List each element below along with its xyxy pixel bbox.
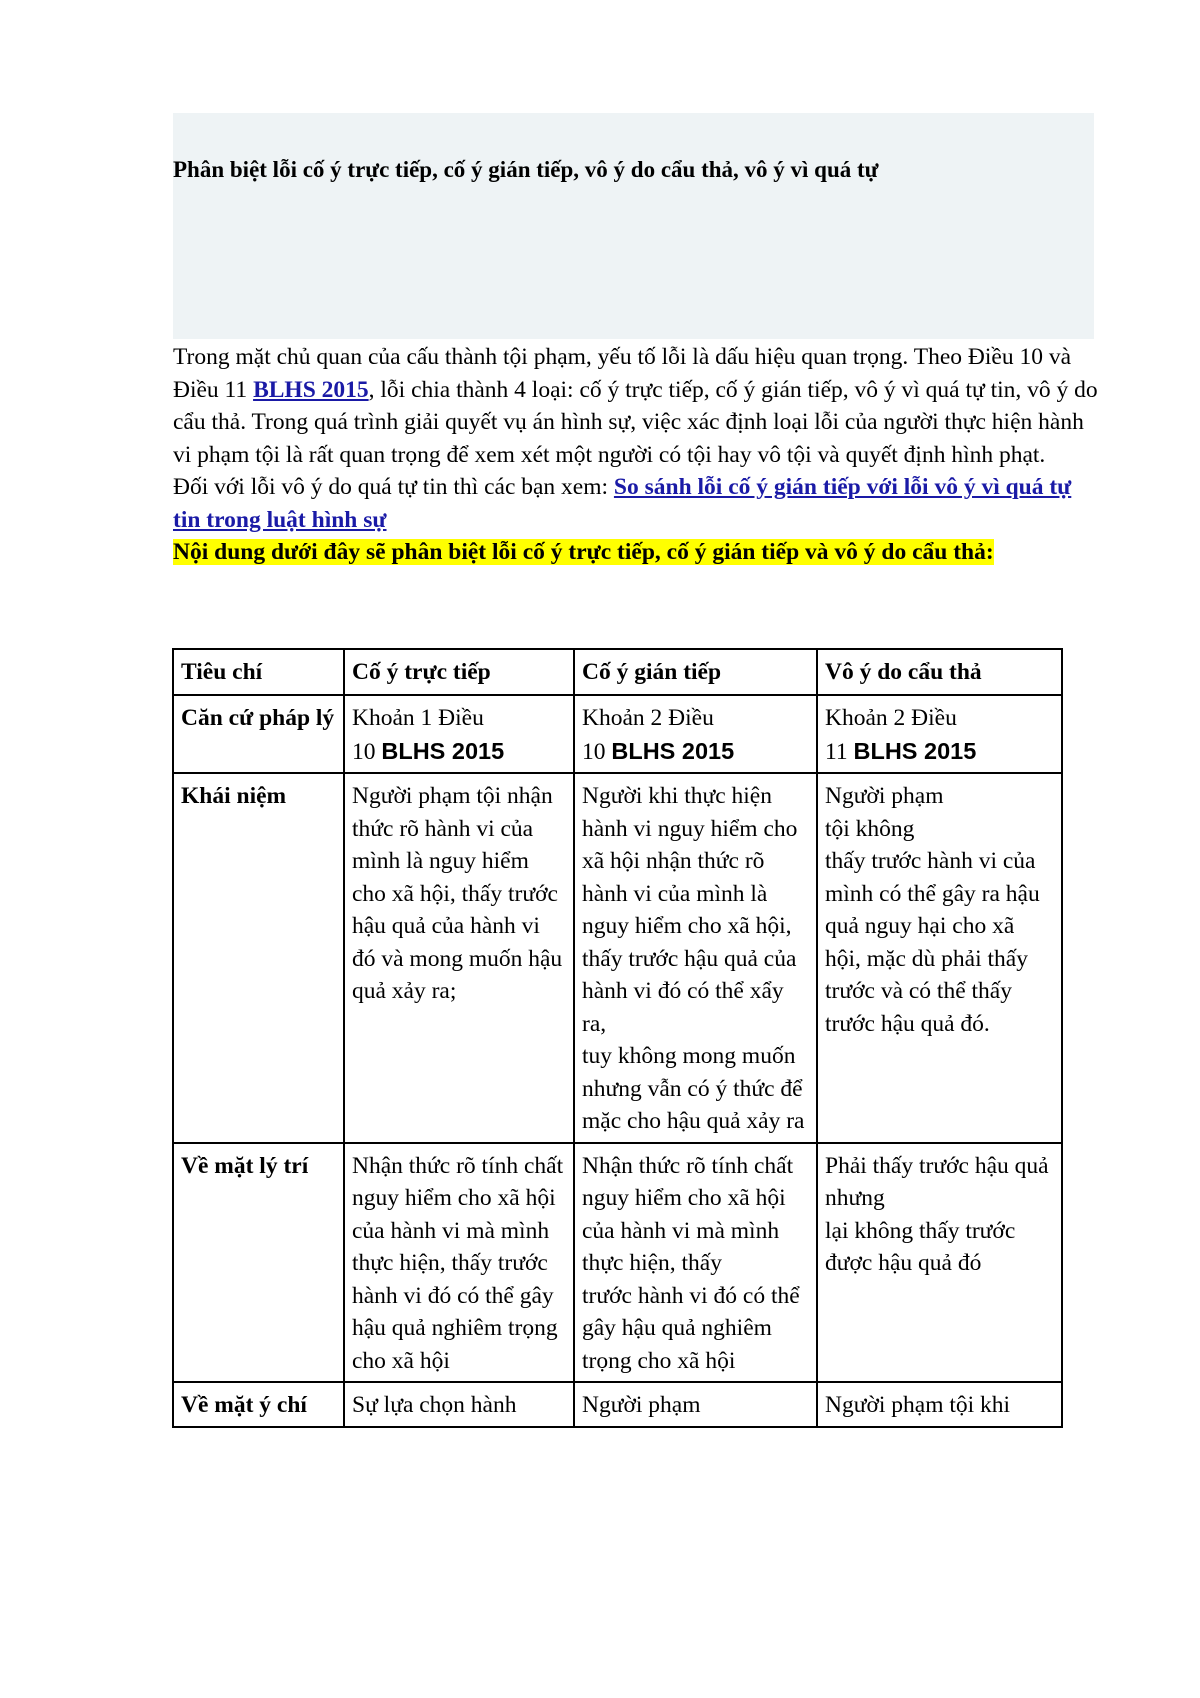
cell-concept-direct: Người phạm tội nhận thức rõ hành vi của mình là nguy hiểm cho xã hội, thấy trước hậu quả của hành vi đó và mong muốn hậu quả xảy ra;: [344, 773, 574, 1143]
row-label-concept: Khái niệm: [173, 773, 344, 1143]
reference-paragraph: [173, 471, 1103, 536]
cell-legal-basis-careless: [817, 695, 1062, 773]
intro-text-1: Trong mặt chủ quan của cấu thành tội phạm, yếu tố lỗi là dấu hiệu quan trọng. Theo Điều 10 và Điều 11: [173, 344, 1072, 403]
cell-rational-careless: [817, 1143, 1062, 1383]
header-careless-negligence: Vô ý do cẩu thả: [817, 649, 1062, 695]
concept-careless-part2: tội không: [825, 815, 915, 842]
title-banner: [173, 113, 1094, 339]
comparison-table: [172, 648, 1063, 1428]
cell-legal-basis-direct: [344, 695, 574, 773]
legal-basis-direct-article: 10: [352, 738, 376, 765]
intro-paragraph: [173, 341, 1103, 471]
row-label-rational: Về mặt lý trí: [173, 1143, 344, 1383]
table-row-legal-basis: [173, 695, 1062, 773]
concept-careless-part3: thấy trước hành vi của mình có thể gây ra hậu quả nguy hại cho xã hội, mặc dù phải thấy trước và có thể thấy trước hậu quả đó.: [825, 848, 1040, 1037]
table-row-concept: [173, 773, 1062, 1143]
table-row-rational: [173, 1143, 1062, 1383]
legal-basis-direct-line1: Khoản 1 Điều: [352, 705, 484, 731]
header-direct-intent: Cố ý trực tiếp: [344, 649, 574, 695]
row-label-legal-basis: Căn cứ pháp lý: [173, 695, 344, 773]
cell-legal-basis-indirect: [574, 695, 817, 773]
legal-basis-indirect-article: 10: [582, 738, 606, 765]
rational-indirect-part2: trước hành vi đó có thể gây hậu quả nghiêm trọng cho xã hội: [582, 1282, 800, 1374]
rational-careless-part2: lại không thấy trước được hậu quả đó: [825, 1217, 1016, 1276]
legal-basis-careless-article: 11: [825, 738, 848, 765]
cell-volition-indirect: Người phạm: [574, 1382, 817, 1427]
concept-indirect-part1: Người khi thực hiện hành vi nguy hiểm cho xã hội nhận thức rõ hành vi của mình là nguy hiểm cho xã hội, thấy trước hậu quả của hành vi đó có thể xẩy ra,: [582, 783, 798, 1037]
article-body: [173, 341, 1103, 569]
cell-concept-indirect: [574, 773, 817, 1143]
highlight-paragraph: [173, 536, 1103, 569]
cell-concept-careless: [817, 773, 1062, 1143]
concept-indirect-part2: tuy không mong muốn nhưng vẫn có ý thức để mặc cho hậu quả xảy ra: [582, 1043, 805, 1134]
legal-basis-indirect-line1: Khoản 2 Điều: [582, 705, 714, 731]
intro-text-2: , lỗi chia thành 4 loại: cố ý trực tiếp, cố ý gián tiếp, vô ý vì quá tự tin, vô ý do cẩu thả. Trong quá trình giải quyết vụ án hình sự, việc xác định loại lỗi của người thực hiện hành vi phạm tội là rất quan trọng để xem xét một người có tội hay vô tội và quyết định hình phạt.: [173, 376, 1098, 468]
blhs-link[interactable]: BLHS 2015: [253, 376, 369, 403]
cell-volition-careless: Người phạm tội khi: [817, 1382, 1062, 1427]
row-label-volition: Về mặt ý chí: [173, 1382, 344, 1427]
table-header-row: [173, 649, 1062, 695]
rational-indirect-part1: Nhận thức rõ tính chất nguy hiểm cho xã hội của hành vi mà mình thực hiện, thấy: [582, 1152, 794, 1276]
highlighted-intro: Nội dung dưới đây sẽ phân biệt lỗi cố ý trực tiếp, cố ý gián tiếp và vô ý do cẩu thả:: [173, 539, 994, 565]
legal-basis-careless-line1: Khoản 2 Điều: [825, 705, 957, 731]
legal-basis-careless-law: BLHS 2015: [853, 737, 977, 764]
comparison-article-link[interactable]: So sánh lỗi cố ý gián tiếp với lỗi vô ý vì quá tự tin trong luật hình sự: [173, 474, 1072, 533]
header-indirect-intent: Cố ý gián tiếp: [574, 649, 817, 695]
cell-volition-direct: Sự lựa chọn hành: [344, 1382, 574, 1427]
page-title: Phân biệt lỗi cố ý trực tiếp, cố ý gián tiếp, vô ý do cẩu thả, vô ý vì quá tự: [173, 157, 879, 182]
table-row-volition: [173, 1382, 1062, 1427]
legal-basis-direct-law: BLHS 2015: [381, 737, 505, 764]
header-criteria: Tiêu chí: [173, 649, 344, 695]
rational-careless-part1: Phải thấy trước hậu quả nhưng: [825, 1152, 1049, 1211]
reference-text: Đối với lỗi vô ý do quá tự tin thì các bạn xem:: [173, 474, 614, 500]
cell-rational-indirect: [574, 1143, 817, 1383]
cell-rational-direct: Nhận thức rõ tính chất nguy hiểm cho xã hội của hành vi mà mình thực hiện, thấy trước hành vi đó có thể gây hậu quả nghiêm trọng cho xã hội: [344, 1143, 574, 1383]
legal-basis-indirect-law: BLHS 2015: [611, 737, 735, 764]
concept-careless-part1: Người phạm: [825, 783, 944, 809]
